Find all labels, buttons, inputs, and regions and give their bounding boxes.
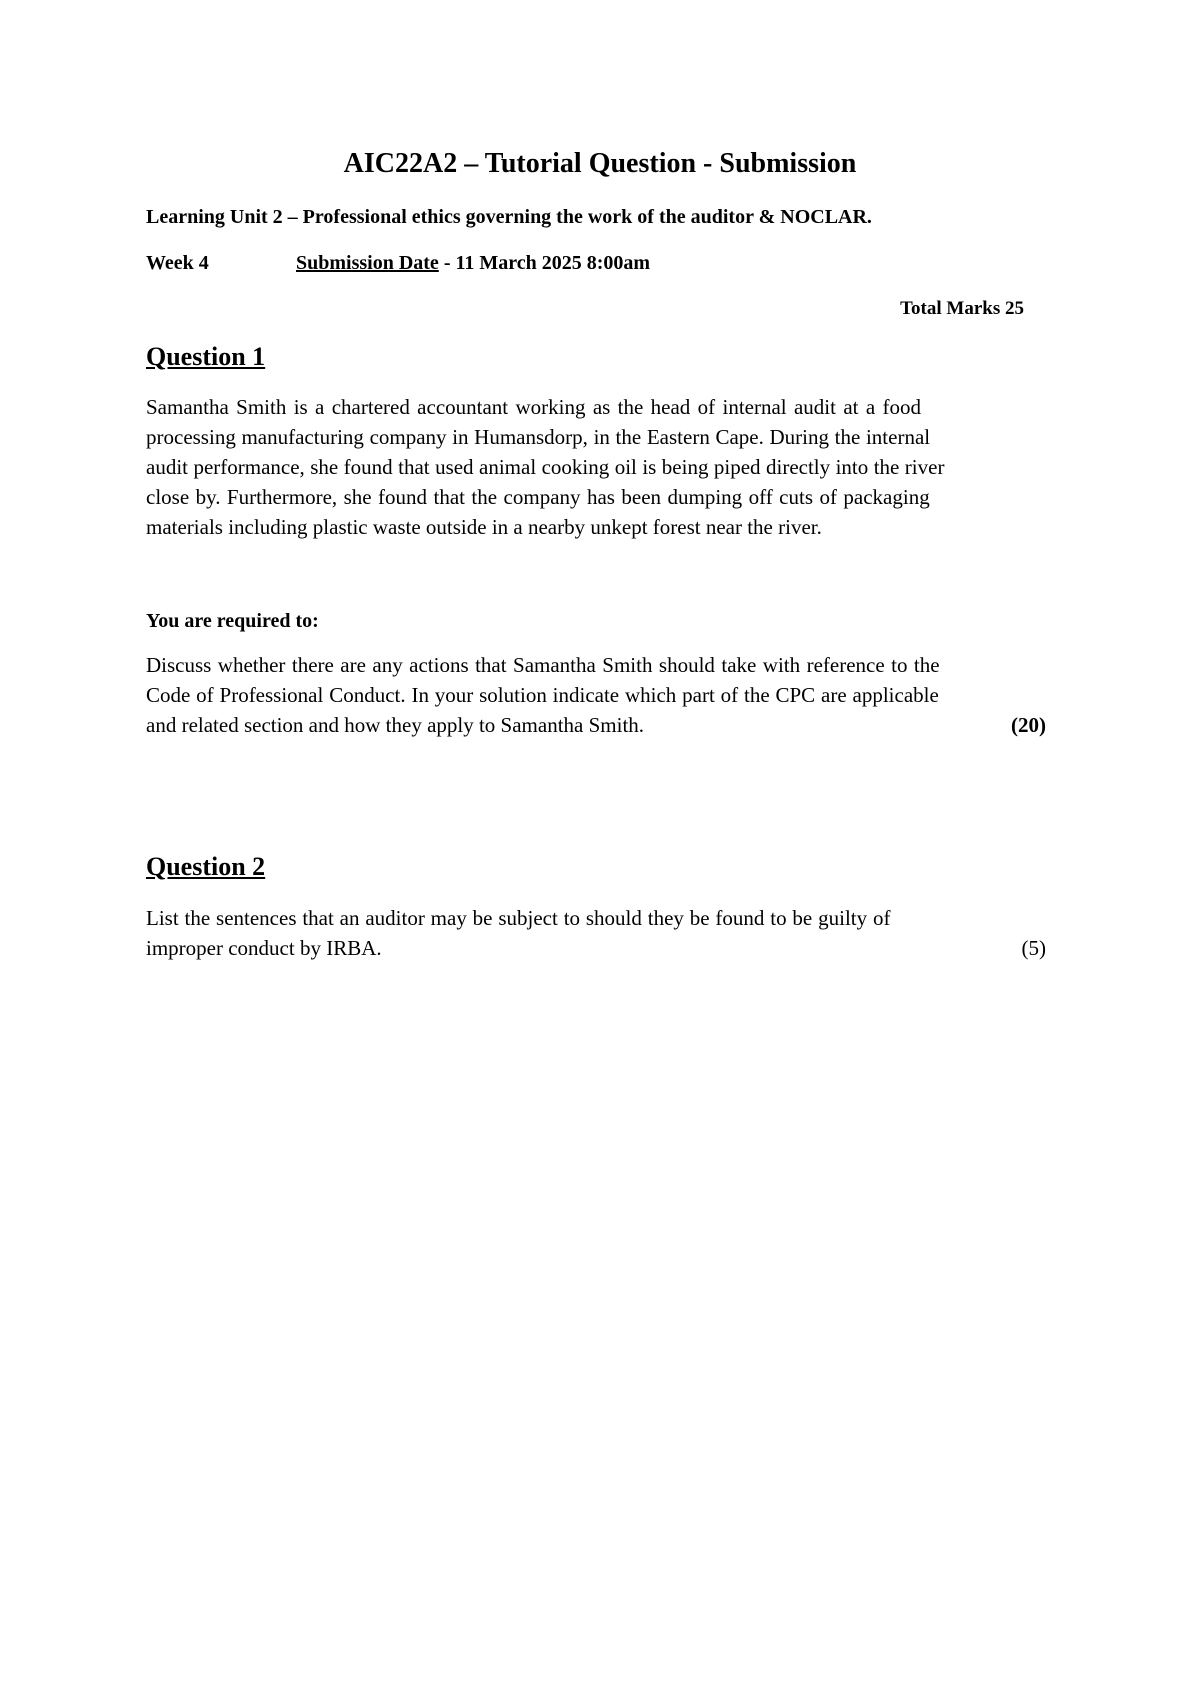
- question-2-line: List the sentences that an auditor may be subject to should they be found to be guilty of: [146, 906, 891, 930]
- requirement-last-line: [146, 710, 1046, 740]
- paragraph-line: audit performance, she found that used animal cooking oil is being piped directly into the river: [146, 455, 945, 479]
- submission-date-value: - 11 March 2025 8:00am: [438, 252, 651, 274]
- document-title: AIC22A2 – Tutorial Question - Submission: [343, 148, 857, 179]
- total-marks: Total Marks 25: [900, 298, 1024, 319]
- paragraph-line: processing manufacturing company in Humansdorp, in the Eastern Cape. During the internal: [146, 425, 931, 449]
- question-1-heading: Question 1: [146, 342, 266, 371]
- required-to-label: You are required to:: [146, 610, 319, 632]
- requirement-line: Discuss whether there are any actions that Samantha Smith should take with reference to the: [146, 653, 940, 677]
- question-1-requirement: [146, 650, 1046, 740]
- question-2-paragraph: [146, 903, 1046, 963]
- question-2-last-line: [146, 933, 1046, 963]
- paragraph-line: materials including plastic waste outside in a nearby unkept forest near the river.: [146, 515, 822, 539]
- paragraph-line: Samantha Smith is a chartered accountant working as the head of internal audit at a food: [146, 395, 922, 419]
- learning-unit-subtitle: Learning Unit 2 – Professional ethics governing the work of the auditor & NOCLAR.: [146, 206, 872, 228]
- requirement-line: and related section and how they apply to Samantha Smith.: [146, 713, 645, 737]
- paragraph-line: close by. Furthermore, she found that the company has been dumping off cuts of packaging: [146, 485, 930, 509]
- submission-date-label: Submission Date: [296, 252, 439, 274]
- week-label: Week 4: [146, 252, 209, 274]
- question-1-marks: (20): [1011, 713, 1046, 737]
- requirement-line: Code of Professional Conduct. In your solution indicate which part of the CPC are applicable: [146, 683, 939, 707]
- submission-info-row: [146, 250, 650, 276]
- question-2-heading: Question 2: [146, 852, 266, 881]
- question-2-marks: (5): [1021, 936, 1046, 960]
- question-1-paragraph: [146, 392, 1062, 542]
- question-2-line: improper conduct by IRBA.: [146, 936, 382, 960]
